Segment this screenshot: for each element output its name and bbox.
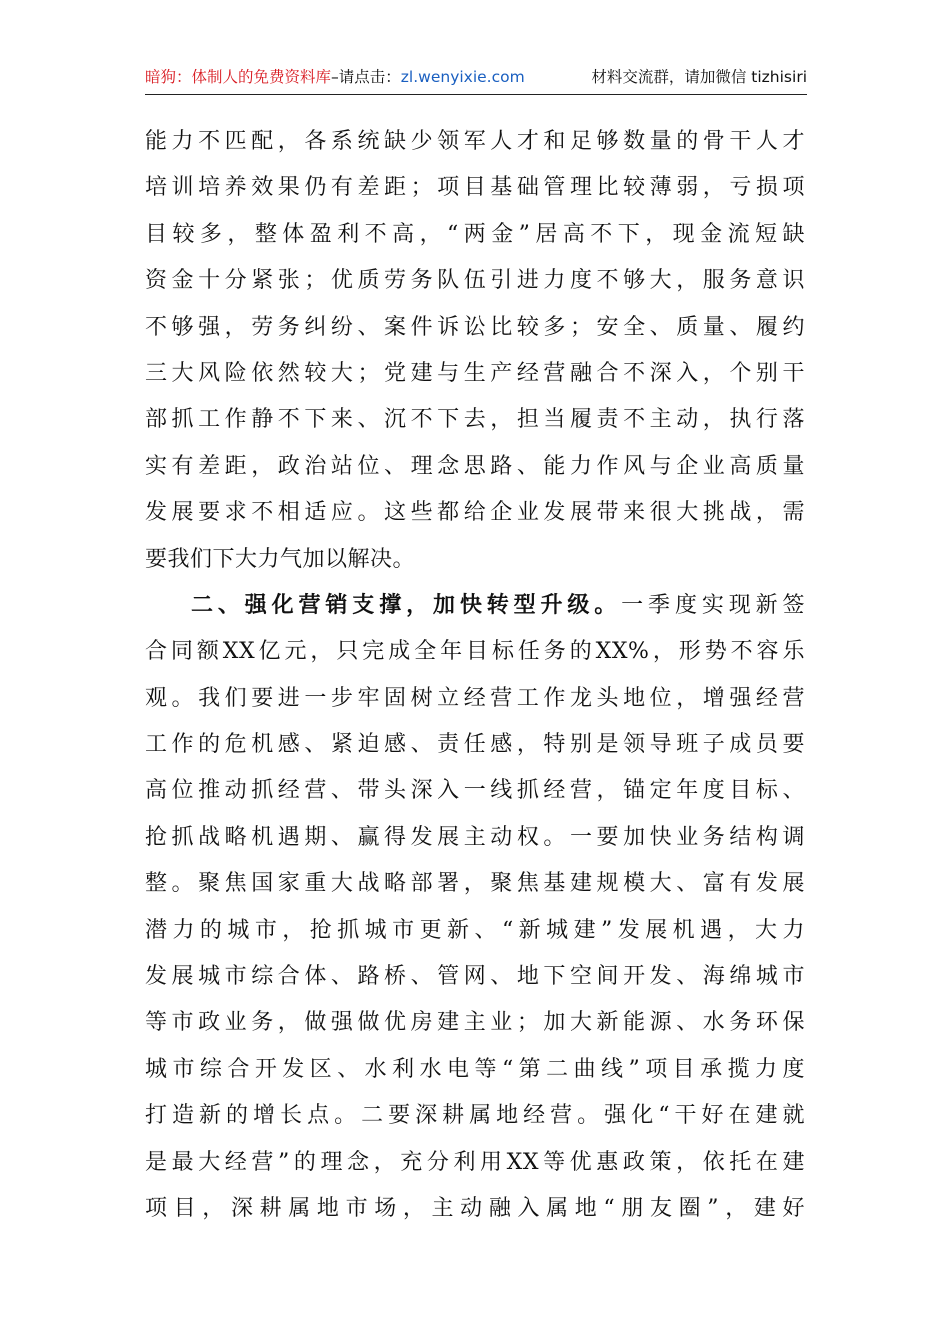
section-heading-line [145,583,805,629]
text-line: 实有差距，政治站位、理念思路、能力作风与企业高质量 [145,453,805,479]
header-site-name: 暗狗：体制人的免费资料库 [145,68,332,86]
text-line: 发展城市综合体、路桥、管网、地下空间开发、海绵城市 [145,964,805,990]
text-line: 要我们下大力气加以解决。 [145,546,416,572]
text-line: 等市政业务，做强做优房建主业；加大新能源、水务环保 [145,1010,805,1036]
text-line: 抢抓战略机遇期、赢得发展主动权。一要加快业务结构调 [145,824,805,850]
text-line: 观。我们要进一步牢固树立经营工作龙头地位，增强经营 [145,685,805,711]
text-line: 目较多，整体盈利不高，“两金”居高不下，现金流短缺 [145,221,805,247]
page-header [145,60,807,95]
document-body [145,119,805,1232]
text-line: 不够强，劳务纠纷、案件诉讼比较多；安全、质量、履约 [145,314,805,340]
text-line: 潜力的城市，抢抓城市更新、“新城建”发展机遇，大力 [145,917,805,943]
text-line: 项目，深耕属地市场，主动融入属地“朋友圈”，建好 [145,1195,805,1221]
text-line: 三大风险依然较大；党建与生产经营融合不深入，个别干 [145,360,805,386]
header-click-prompt: –请点击： [331,68,401,86]
text-line: 是最大经营”的理念，充分利用XX等优惠政策，依托在建 [145,1149,805,1175]
text-line: 整。聚焦国家重大战略部署，聚焦基建规模大、富有发展 [145,871,805,897]
text-line: 发展要求不相适应。这些都给企业发展带来很大挑战，需 [145,500,805,526]
header-url-link[interactable]: zl.wenyixie.com [400,68,525,86]
text-line: 合同额XX亿元，只完成全年目标任务的XX%，形势不容乐 [145,639,805,665]
text-line: 打造新的增长点。二要深耕属地经营。强化“干好在建就 [145,1103,805,1129]
paragraph-2 [145,583,805,1232]
paragraph-1 [145,119,805,583]
section-heading-rest: 一季度实现新签 [621,592,805,618]
text-line: 资金十分紧张；优质劳务队伍引进力度不够大，服务意识 [145,268,805,294]
text-line: 高位推动抓经营、带头深入一线抓经营，锚定年度目标、 [145,778,805,804]
text-line: 部抓工作静不下来、沉不下去，担当履责不主动，执行落 [145,407,805,433]
text-line: 能力不匹配，各系统缺少领军人才和足够数量的骨干人才 [145,129,805,154]
text-line: 工作的危机感、紧迫感、责任感，特别是领导班子成员要 [145,732,805,758]
section-heading: 二、强化营销支撑，加快转型升级。 [191,592,622,618]
text-line: 培训培养效果仍有差距；项目基础管理比较薄弱，亏损项 [145,175,805,201]
header-left [145,60,525,94]
header-wechat-note: 材料交流群，请加微信 tizhisiri [591,68,807,86]
text-line: 城市综合开发区、水利水电等“第二曲线”项目承揽力度 [145,1056,805,1082]
